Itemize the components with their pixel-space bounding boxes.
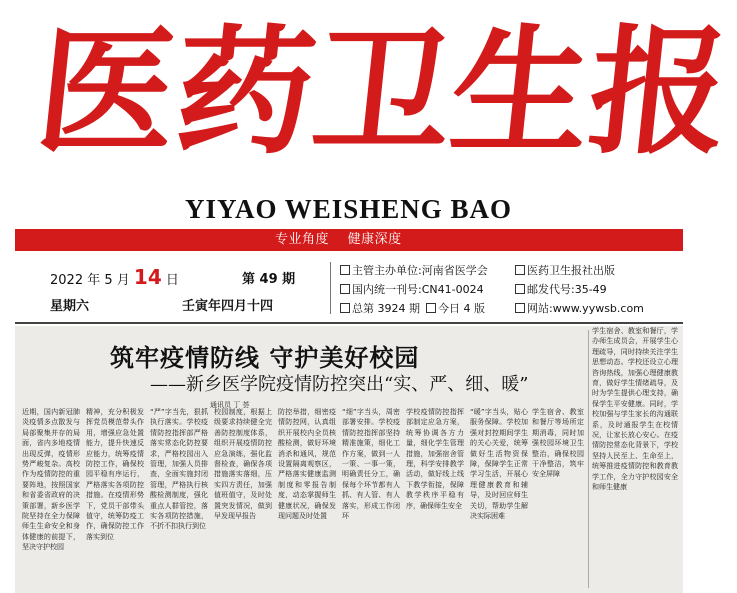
issue-number: 第 49 期	[242, 272, 296, 287]
logo-char: 医	[29, 10, 185, 173]
article-column: 校园制度，根据上级要求持续健全完善防控制度体系，组织开展疫情防控应急演练，强化监督检查，确保各项措施落实落细，压实四方责任，加强值班值守，及时处置突发情况，做到早发现早报告	[214, 408, 272, 521]
logo-char: 报	[581, 10, 737, 173]
lunar-date: 壬寅年四月十四	[182, 299, 274, 314]
date-day: 14	[133, 265, 162, 289]
article-headline: 筑牢疫情防线 守护美好校园	[110, 343, 420, 372]
total-issue-info: 总第 3924 期	[340, 300, 420, 316]
article-column: “细”字当头，周密部署安排。学校疫情防控指挥部坚持精准施策，细化工作方案，做到一人一策、一事一策，明确责任分工，确保每个环节都有人抓、有人管、有人落实，形成工作闭环	[342, 408, 400, 521]
article-subheadline: ——新乡医学院疫情防控突出“实、严、细、暖”	[150, 374, 529, 395]
checkbox-icon	[340, 303, 350, 313]
article-column: 学生宿舍、教室和餐厅等场所定期消毒，同时加强校园环境卫生整治，确保校园干净整洁，筑牢安全屏障	[532, 408, 584, 479]
checkbox-icon	[515, 284, 525, 294]
article-column: 近期，国内新冠肺炎疫情多点散发与局部聚集并存的局面，省内多地疫情出现反弹，疫情形势严峻复杂。高校作为疫情防控的重要阵地，按照国家和省委省政府的决策部署，新乡医学院坚持在全力保障师生生命安全和身体健康的前提下，坚决守护校园	[22, 408, 80, 552]
article-byline: 通讯员 丁 荟	[210, 401, 250, 409]
logo-char: 生	[443, 10, 599, 173]
date-prefix: 2022 年 5 月	[50, 273, 130, 288]
cn-number-info: 国内统一刊号:CN41-0024	[340, 281, 484, 297]
article-column: 精神，充分积极发挥党员模范带头作用，增强应急处置能力，提升快速反应能力，统筹疫情防控工作，确保校园平稳有序运行，严格落实各项防控措施。在疫情形势下，党员干部带头值守，统筹防疫工作，确保防控工作落实到位	[86, 408, 144, 541]
issue-date	[50, 265, 179, 289]
masthead	[0, 0, 737, 188]
column-divider	[588, 330, 589, 588]
article-column: “严”字当先，狠抓执行落实。学校疫情防控指挥部严格落实常态化防控要求，严格校园出入管理，加强人员排查，全面实施封闭管理，严格执行核酸检测制度，强化重点人群管控，落实各项防控措施，不折不扣执行到位	[150, 408, 208, 531]
website-info: 网站:www.yywsb.com	[515, 300, 644, 316]
newspaper-logo-title	[29, 10, 737, 173]
checkbox-icon	[340, 284, 350, 294]
masthead-pinyin: YIYAO WEISHENG BAO	[184, 194, 513, 224]
checkbox-icon	[340, 265, 350, 275]
publication-info	[340, 262, 690, 318]
checkbox-icon	[426, 303, 436, 313]
header-divider	[330, 262, 331, 314]
checkbox-icon	[515, 265, 525, 275]
slogan-text: 专业角度 健康深度	[275, 232, 402, 247]
date-suffix: 日	[165, 273, 179, 288]
issue-date-block	[50, 259, 310, 319]
logo-char: 卫	[305, 10, 461, 173]
sponsor-info: 主管主办单位:河南省医学会	[340, 262, 488, 278]
checkbox-icon	[515, 303, 525, 313]
article-column: 学生宿舍、教室和餐厅，学办师生成员会，开展学生心理疏导，同时持续关注学生思想动态。学校还设立心理咨询热线，加强心理健康教育，做好学生情绪疏导，及时为学生提供心理支持，确保学生平安健康。同时，学校加强与学生家长的沟通联系，及时通报学生在校情况，让家长放心安心。在疫情防控常态化背景下，学校坚持人民至上、生命至上，统筹推进疫情防控和教育教学工作，全力守护校园安全和师生健康	[592, 327, 678, 492]
article-column: 防控举措，细密疫情防控网，认真组织开展校内全员核酸检测，做好环境消杀和通风，规范设置隔离观察区，严格落实健康监测制度和零报告制度，动态掌握师生健康状况，确保发现问题及时处置	[278, 408, 336, 521]
article-column: “暖”字当头，贴心服务保障。学校加强对封控期间学生的关心关爱，统筹做好生活物资保障，保障学生正常学习生活，开展心理健康教育和辅导，及时回应师生关切，帮助学生解决实际困难	[470, 408, 528, 521]
postal-code-info: 邮发代号:35-49	[515, 281, 607, 297]
header-rule	[15, 322, 683, 324]
logo-char: 药	[167, 10, 323, 173]
article-column: 学校疫情防控指挥部制定应急方案，统筹协调各方力量，细化学生管理措施，加强宿舍管理，科学安排教学活动，做好线上线下教学衔接，保障教学秩序平稳有序，确保师生安全	[406, 408, 464, 510]
publisher-info: 医药卫生报社出版	[515, 262, 615, 278]
pages-info: 今日 4 版	[426, 300, 485, 316]
weekday: 星期六	[50, 299, 90, 314]
